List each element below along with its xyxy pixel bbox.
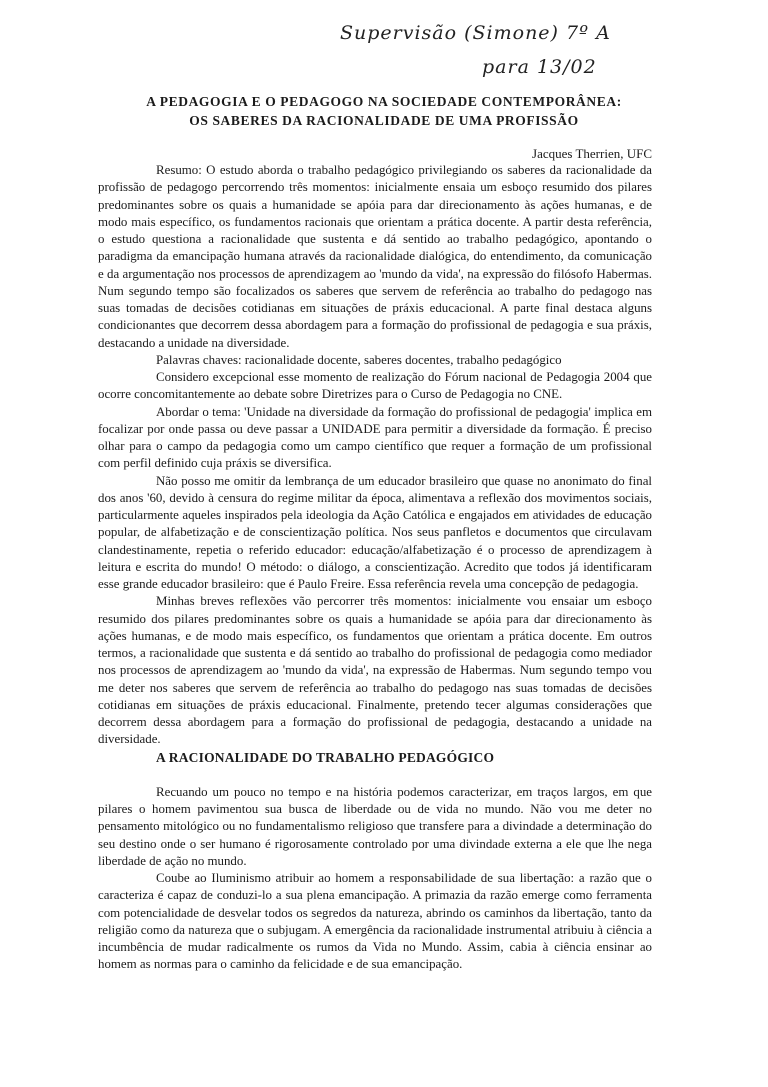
section-spacer	[98, 766, 652, 784]
abstract-paragraph: Resumo: O estudo aborda o trabalho pedagógico privilegiando os saberes da racionalidade da profissão de pedagogo percorrendo três momentos: inicialmente ensaia um esboço resumido dos pilares predominantes sobre os quais a humanidade se apóia para dar direcionamento às ações humanas, e de modo mais específico, os fundamentos racionais que orientam a prática docente. A partir desta referência, o estudo questiona a racionalidade que sustenta e dá sentido ao trabalho pedagógico, apontando o paradigma da emancipação humana através da racionalidade dialógica, do entendimento, da comunicação e da argumentação nos processos de aprendizagem ao 'mundo da vida', na expressão do filósofo Habermas. Num segundo tempo são focalizados os saberes que servem de referência ao trabalho do pedagogo nas suas tomadas de decisões cotidianas em situações de práxis educacional. A parte final destaca alguns condicionantes que decorrem dessa abordagem para a formação do profissional de pedagogia e sua práxis, destacando a unidade na diversidade.	[98, 163, 652, 350]
section-paragraph: Recuando um pouco no tempo e na história podemos caracterizar, em traços largos, em que pilares o homem pavimentou sua busca de liberdade ou de vida no mundo. Não vou me deter no pensamento mitológico ou no fundamentalismo religioso que transfere para a divindade a determinação do seu destino onde o ser humano é rigorosamente controlado por uma divindade externa a ele que lhe nega liberdade de ação no mundo.	[98, 784, 652, 868]
document-title-line1: A PEDAGOGIA E O PEDAGOGO NA SOCIEDADE CONTEMPORÂNEA:	[146, 94, 622, 109]
section-paragraph: Coube ao Iluminismo atribuir ao homem a responsabilidade de sua libertação: a razão que o caracteriza é capaz de conduzi-lo a sua plena emancipação. A primazia da razão emerge como ferramenta com potencialidade de desvelar todos os segredos da natureza, abrindo os caminhos da libertação, tanto da religião como da natureza que o subjugam. A emergência da racionalidade instrumental atribuiu à ciência a incumbência de mudar radicalmente os rumos da Vida no Mundo. Assim, cabia à ciência ensinar ao homem as normas para o caminho da felicidade e de sua emancipação.	[98, 871, 652, 972]
handwritten-note-line1: Supervisão (Simone) 7º A	[340, 22, 611, 44]
author-line: Jacques Therrien, UFC	[532, 146, 652, 161]
body-paragraph: Abordar o tema: 'Unidade na diversidade da formação do profissional de pedagogia' implica em focalizar por onde passa ou deve passar a UNIDADE para permitir a diversidade da formação. É preciso olhar para o campo da pedagogia como um campo científico que requer a formação de um profissional com perfil definido cuja práxis se diversifica.	[98, 404, 652, 471]
body-paragraph: Minhas breves reflexões vão percorrer três momentos: inicialmente vou ensaiar um esboço resumido dos pilares predominantes sobre os quais a humanidade se apóia para dar direcionamento às ações humanas, e de modo mais específico, os fundamentos que orientam a prática docente. Em outros termos, a racionalidade que sustenta e dá sentido ao trabalho do profissional de pedagogia como mediador nos processos de aprendizagem ao 'mundo da vida', na expressão de Habermas. Num segundo tempo vou me deter nos saberes que servem de referência ao trabalho do pedagogo nas suas tomadas de decisões cotidianas em situações de práxis educacional. Finalmente, pretendo tecer algumas considerações que decorrem dessa abordagem para a formação do profissional de pedagogia, destacando a unidade na diversidade.	[98, 594, 652, 747]
keywords-line: Palavras chaves: racionalidade docente, saberes docentes, trabalho pedagógico	[156, 352, 562, 367]
section-heading: A RACIONALIDADE DO TRABALHO PEDAGÓGICO	[156, 749, 495, 765]
body-paragraph: Considero excepcional esse momento de realização do Fórum nacional de Pedagogia 2004 que ocorre concomitantemente ao debate sobre Diretrizes para o Curso de Pedagogia no CNE.	[98, 370, 652, 402]
document-title-line2: OS SABERES DA RACIONALIDADE DE UMA PROFISSÃO	[189, 113, 579, 128]
handwritten-note-line2: para 13/02	[482, 56, 597, 78]
document-body	[98, 162, 652, 974]
body-paragraph: Não posso me omitir da lembrança de um educador brasileiro que quase no anonimato do final dos anos '60, devido à censura do regime militar da época, alimentava a reflexão dos movimentos sociais, particularmente aqueles inspirados pela ideologia da Ação Católica e engajados em atividades de educação popular, de alfabetização e de conscientização política. Nos seus panfletos e documentos que circulavam clandestinamente, repetia o referido educador: educação/alfabetização é o processo de aprendizagem à leitura e escrita do mundo! O método: o diálogo, a conscientização. Acredito que todos já identificaram esse grande educador brasileiro: que é Paulo Freire. Essa referência revela uma concepção de pedagogia.	[98, 473, 652, 591]
